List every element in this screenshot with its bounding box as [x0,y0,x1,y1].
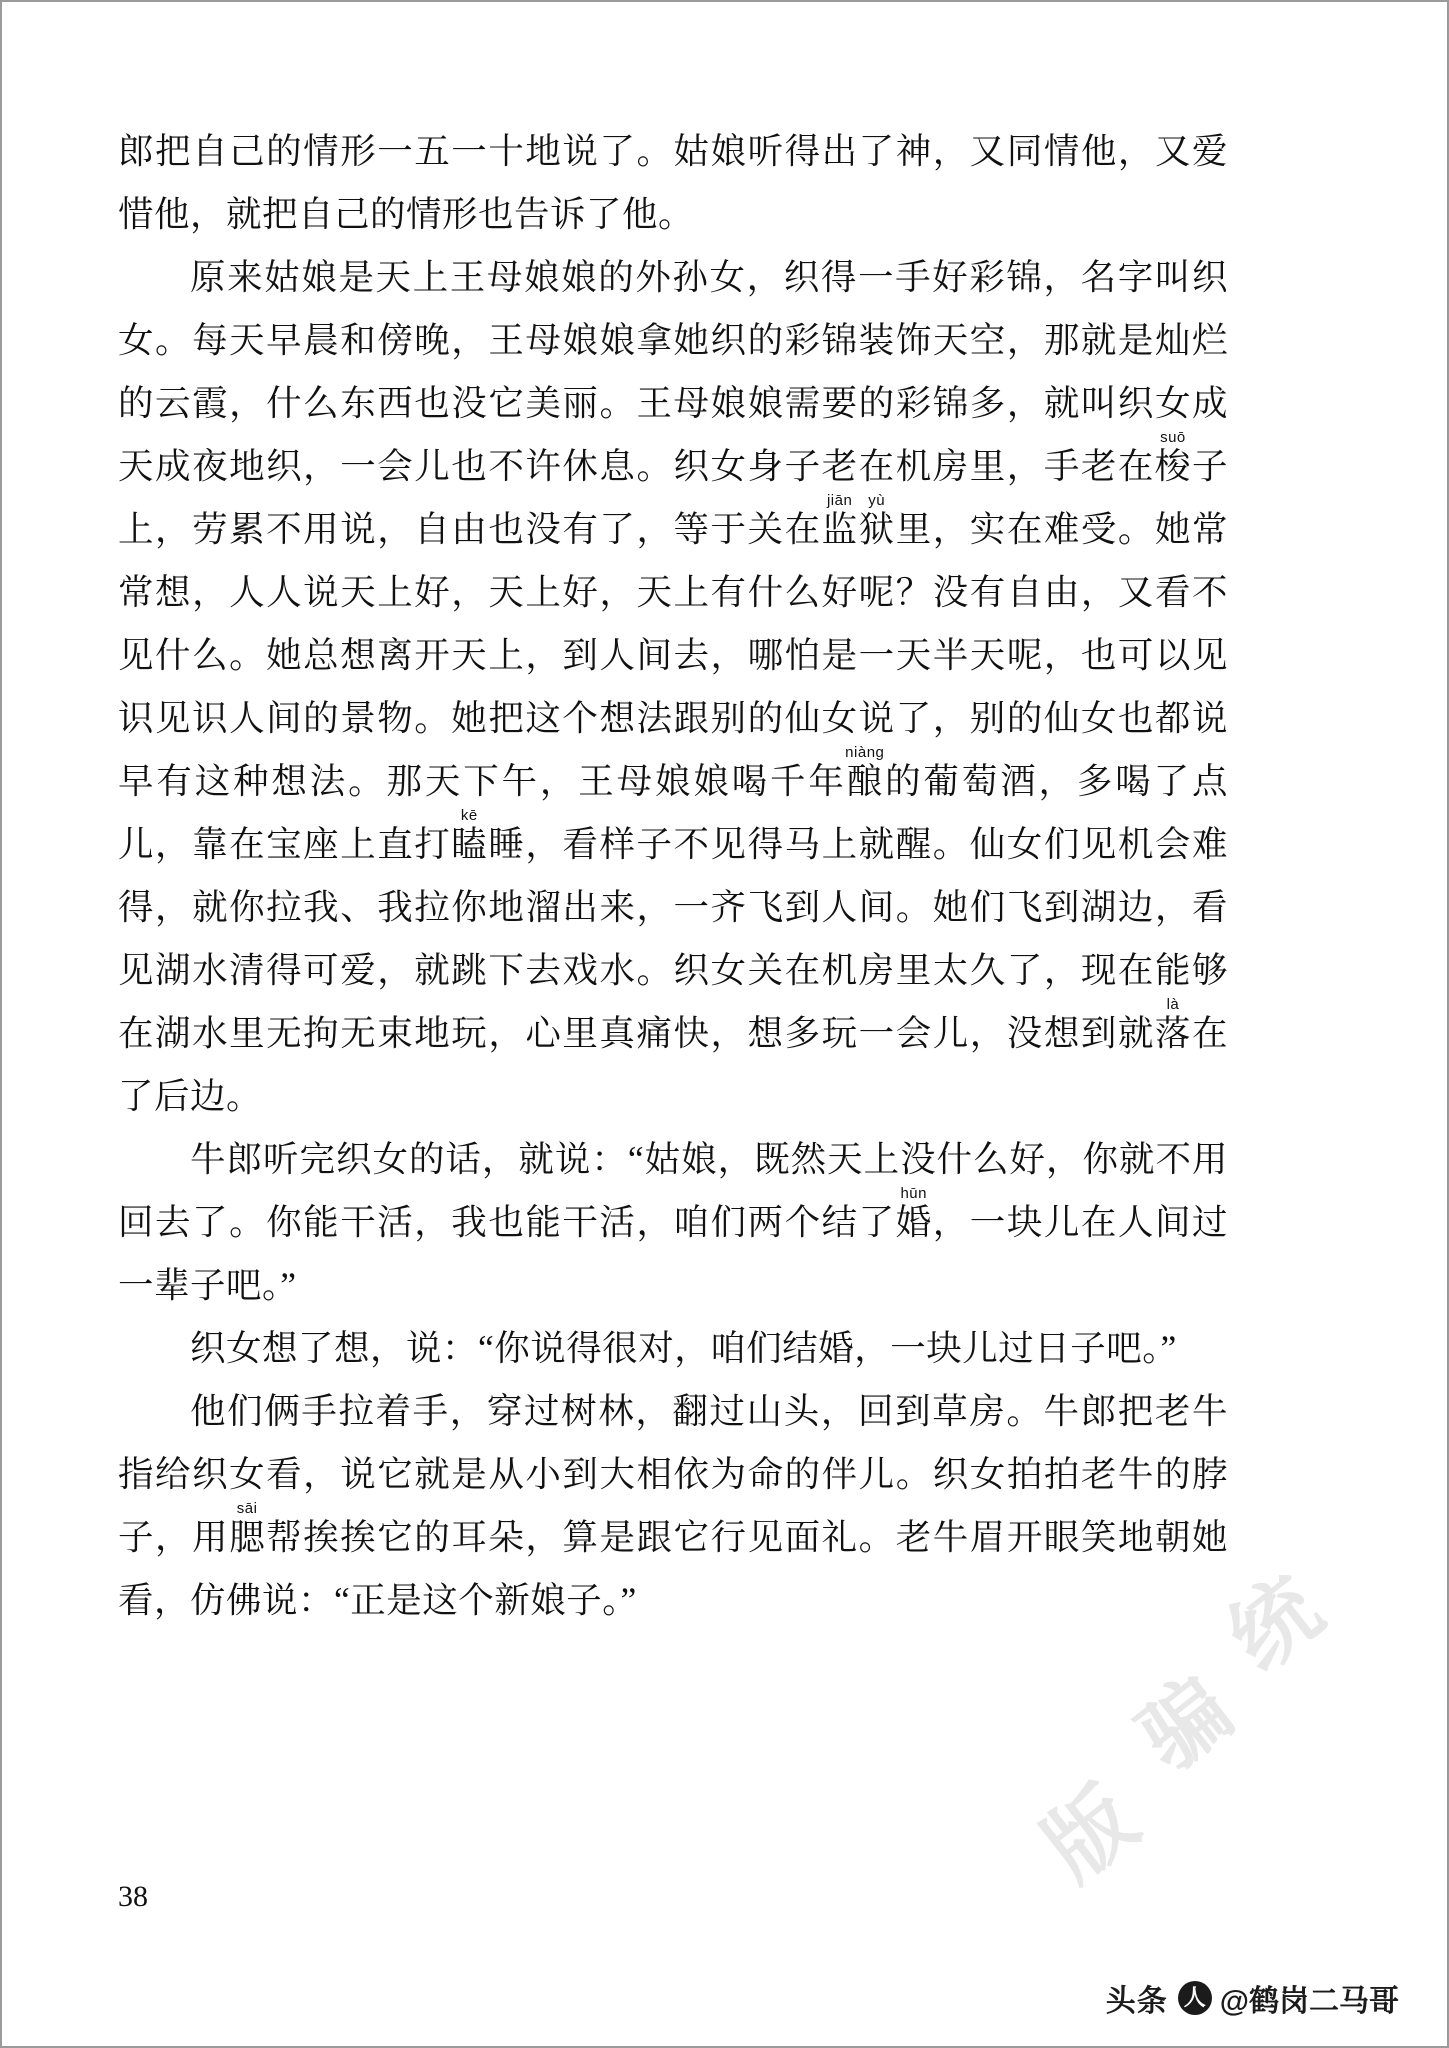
paragraph: 原来姑娘是天上王母娘娘的外孙女，织得一手好彩锦，名字叫织女。每天早晨和傍晚，王母娘娘拿她织的彩锦装饰天空，那就是灿烂的云霞，什么东西也没它美丽。王母娘娘需要的彩锦多，就叫织女成天成夜地织，一会儿也不许休息。织女身子老在机房里，手老在梭suō子上，劳累不用说，自由也没有了，等于关在监jiān狱yù里，实在难受。她常常想，人人说天上好，天上好，天上有什么好呢？没有自由，又看不见什么。她总想离开天上，到人间去，哪怕是一天半天呢，也可以见识见识人间的景物。她把这个想法跟别的仙女说了，别的仙女也都说早有这种想法。那天下午，王母娘娘喝千年酿niàng的葡萄酒，多喝了点儿，靠在宝座上直打瞌kē睡，看样子不见得马上就醒。仙女们见机会难得，就你拉我、我拉你地溜出来，一齐飞到人间。她们飞到湖边，看见湖水清得可爱，就跳下去戏水。织女关在机房里太久了，现在能够在湖水里无拘无束地玩，心里真痛快，想多玩一会儿，没想到就落là在了后边。 [118,257,1228,1116]
page-number: 38 [118,1880,148,1913]
pinyin-annotated-char: 狱yù [858,492,896,549]
pinyin-annotation: sāi [229,1500,266,1517]
platform-label: 头条 [1105,1985,1168,2018]
pinyin-annotated-char: 酿niàng [845,744,885,801]
page-body-text [118,120,1228,1632]
paragraph: 他们俩手拉着手，穿过树林，翻过山头，回到草房。牛郎把老牛指给织女看，说它就是从小到大相依为命的伴儿。织女拍拍老牛的脖子，用腮sāi帮挨挨它的耳朵，算是跟它行见面礼。老牛眉开眼笑地朝她看，仿佛说：“正是这个新娘子。” [118,1391,1228,1620]
watermark-char: 统 [1212,1556,1344,1689]
pinyin-annotated-char: 瞌kē [451,807,489,864]
pinyin-annotation: hūn [895,1185,932,1202]
footer-attribution [1106,1976,1399,2020]
pinyin-annotated-char: 落là [1154,996,1192,1053]
pinyin-annotated-char: 监jiān [821,492,859,549]
pinyin-annotation: là [1154,996,1191,1013]
paragraph: 织女想了想，说：“你说得很对，咱们结婚，一块儿过日子吧。” [190,1328,1177,1368]
pinyin-annotation: suō [1154,429,1191,446]
avatar: 人 [1178,1981,1212,2015]
pinyin-annotation: kē [451,807,488,824]
pinyin-annotation: yù [858,492,895,509]
paragraph: 牛郎听完织女的话，就说：“姑娘，既然天上没什么好，你就不用回去了。你能干活，我也能干活，咱们两个结了婚hūn，一块儿在人间过一辈子吧。” [118,1139,1228,1305]
author-name: @鹤岗二马哥 [1219,1985,1399,2018]
pinyin-annotation: niàng [845,744,885,761]
watermark-char: 骗 [1122,1656,1254,1789]
pinyin-annotation: jiān [821,492,858,509]
pinyin-annotated-char: 梭suō [1154,429,1192,486]
watermark-char: 版 [1027,1766,1159,1899]
pinyin-annotated-char: 腮sāi [229,1500,267,1557]
pinyin-annotated-char: 婚hūn [895,1185,933,1242]
paragraph: 郎把自己的情形一五一十地说了。姑娘听得出了神，又同情他，又爱惜他，就把自己的情形也告诉了他。 [118,131,1228,234]
